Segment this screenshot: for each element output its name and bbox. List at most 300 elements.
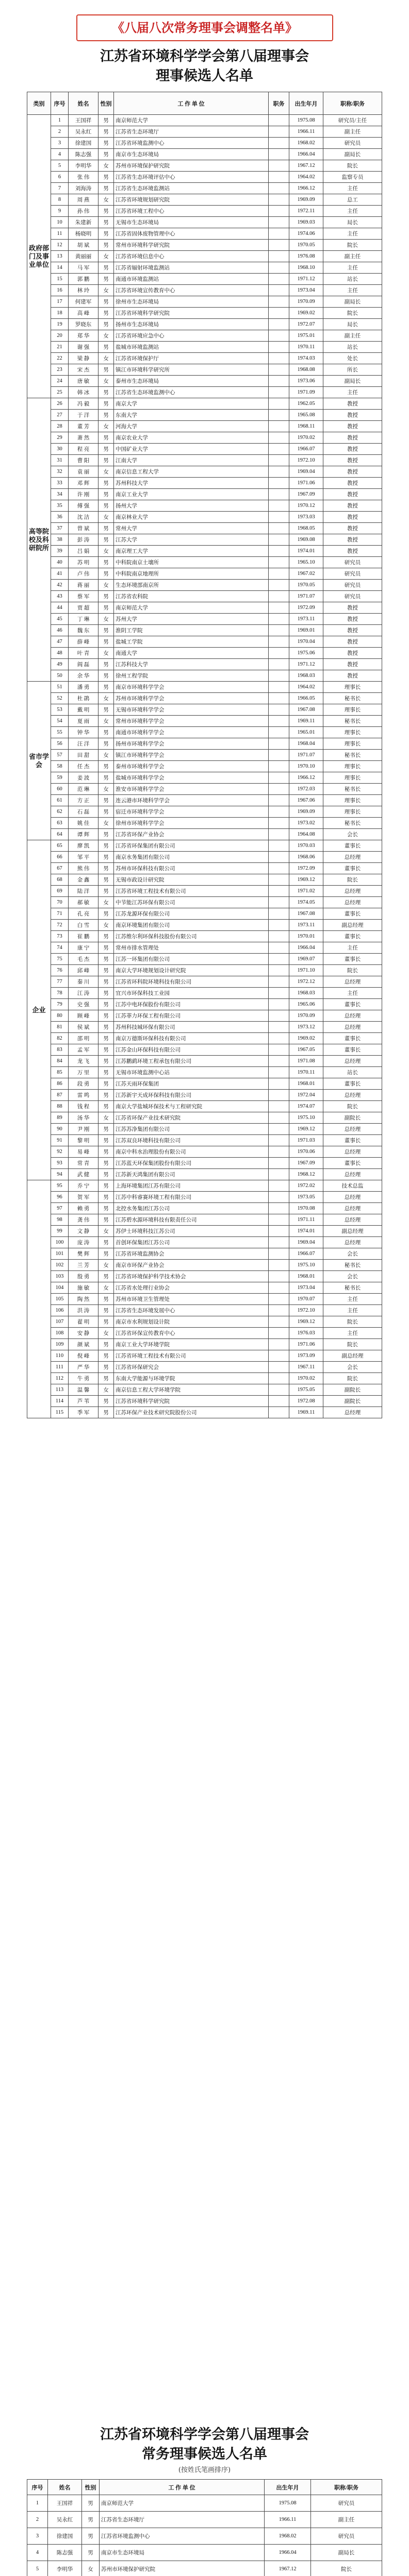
cell-gender: 女 xyxy=(99,546,114,557)
cell-title: 董事长 xyxy=(323,954,382,965)
cell-duty xyxy=(269,421,289,432)
cell-employer: 江苏省生态环境监测中心 xyxy=(114,387,269,398)
cell-name: 龚 伟 xyxy=(69,1214,99,1226)
cell-birth: 1972.09 xyxy=(289,863,323,874)
cell-birth: 1970.09 xyxy=(289,296,323,308)
cell-employer: 江苏省生态环境发展中心 xyxy=(114,1305,269,1316)
cell-title: 主任 xyxy=(323,1305,382,1316)
table-row xyxy=(27,546,382,557)
cell-gender: 女 xyxy=(99,466,114,478)
cell-gender: 男 xyxy=(99,659,114,670)
col-index: 序号 xyxy=(27,2480,48,2495)
cell-gender: 女 xyxy=(99,1112,114,1124)
table-row xyxy=(27,308,382,319)
cell-employer: 中节能江苏环保有限公司 xyxy=(114,897,269,908)
cell-birth: 1964.02 xyxy=(289,172,323,183)
table-row xyxy=(27,1124,382,1135)
cell-employer: 江苏金山环保科技有限公司 xyxy=(114,1044,269,1056)
cell-birth: 1975.10 xyxy=(289,1260,323,1271)
table-row xyxy=(27,625,382,636)
cell-employer: 江苏省环境工程技术有限公司 xyxy=(114,1350,269,1362)
cell-index: 26 xyxy=(51,398,69,410)
cell-index: 8 xyxy=(51,194,69,206)
cell-employer: 淮安市环境科学学会 xyxy=(114,784,269,795)
cell-duty xyxy=(269,546,289,557)
cell-title: 局长 xyxy=(323,217,382,228)
cell-name: 文 静 xyxy=(69,1226,99,1237)
cell-name: 罗晓东 xyxy=(69,319,99,330)
cell-name: 季 军 xyxy=(69,1407,99,1418)
cell-duty xyxy=(269,342,289,353)
cell-duty xyxy=(269,580,289,591)
cell-birth: 1973.06 xyxy=(289,376,323,387)
standing-subtitle: (按姓氏笔画排序) xyxy=(178,2466,231,2474)
table-row xyxy=(27,240,382,251)
cell-duty xyxy=(269,1203,289,1214)
cell-gender: 女 xyxy=(99,614,114,625)
cell-index: 37 xyxy=(51,523,69,534)
cell-name: 张 伟 xyxy=(69,172,99,183)
cell-title: 教授 xyxy=(323,523,382,534)
cell-employer: 江苏省生态环境厅 xyxy=(114,126,269,138)
table-row xyxy=(27,2545,382,2561)
cell-birth: 1965.01 xyxy=(289,727,323,738)
cell-title: 教授 xyxy=(323,466,382,478)
cell-index: 20 xyxy=(51,330,69,342)
table-row xyxy=(27,206,382,217)
cell-gender: 男 xyxy=(99,829,114,840)
cell-duty xyxy=(269,557,289,568)
cell-duty xyxy=(269,795,289,806)
cell-duty xyxy=(269,716,289,727)
cell-employer: 南京万德斯环保科技有限公司 xyxy=(114,1033,269,1044)
cell-employer: 江苏省环保宣传教育中心 xyxy=(114,1328,269,1339)
cell-gender: 男 xyxy=(99,1090,114,1101)
table-row xyxy=(27,296,382,308)
board-candidates-table xyxy=(27,92,382,1418)
cell-duty xyxy=(269,693,289,704)
cell-employer: 北控水务集团江苏公司 xyxy=(114,1203,269,1214)
cell-duty xyxy=(269,614,289,625)
cell-title: 主任 xyxy=(323,387,382,398)
cell-title: 董事长 xyxy=(323,908,382,920)
col-birth: 出生年月 xyxy=(289,92,323,115)
cell-employer: 南京工业大学 xyxy=(114,489,269,500)
cell-name: 殷 勇 xyxy=(69,1271,99,1282)
cell-title: 教授 xyxy=(323,512,382,523)
cell-gender: 男 xyxy=(99,840,114,852)
cell-name: 萧 然 xyxy=(69,432,99,444)
cell-duty xyxy=(269,1101,289,1112)
table-row xyxy=(27,727,382,738)
cell-employer: 江苏省环境规划研究院 xyxy=(114,194,269,206)
cell-employer: 盐城市环境监测站 xyxy=(114,342,269,353)
cell-gender: 男 xyxy=(99,1033,114,1044)
cell-birth: 1973.04 xyxy=(289,285,323,296)
table-row xyxy=(27,999,382,1010)
cell-gender: 男 xyxy=(99,1192,114,1203)
cell-index: 87 xyxy=(51,1090,69,1101)
cell-index: 39 xyxy=(51,546,69,557)
cell-name: 李明华 xyxy=(69,160,99,172)
cell-birth: 1969.01 xyxy=(289,625,323,636)
cell-birth: 1962.05 xyxy=(289,398,323,410)
cell-name: 牛 勇 xyxy=(69,1373,99,1384)
cell-index: 65 xyxy=(51,840,69,852)
cell-title: 教授 xyxy=(323,602,382,614)
cell-employer: 中科院南京土壤所 xyxy=(114,557,269,568)
table-row xyxy=(27,262,382,274)
cell-index: 3 xyxy=(27,2528,48,2545)
table-row xyxy=(27,115,382,126)
table-row xyxy=(27,750,382,761)
cell-index: 1 xyxy=(27,2495,48,2512)
cell-birth: 1968.12 xyxy=(289,1169,323,1180)
table-row xyxy=(27,478,382,489)
cell-birth: 1969.12 xyxy=(289,1316,323,1328)
cell-gender: 男 xyxy=(99,115,114,126)
cell-gender: 女 xyxy=(99,1384,114,1396)
cell-gender: 女 xyxy=(99,353,114,364)
cell-gender: 女 xyxy=(99,897,114,908)
cell-employer: 江苏省环境工程中心 xyxy=(114,206,269,217)
table-row xyxy=(27,1260,382,1271)
cell-duty xyxy=(269,659,289,670)
cell-birth: 1969.04 xyxy=(289,466,323,478)
table-row xyxy=(27,500,382,512)
cell-index: 111 xyxy=(51,1362,69,1373)
cell-gender: 男 xyxy=(99,228,114,240)
cell-birth: 1969.04 xyxy=(289,1237,323,1248)
cell-gender: 男 xyxy=(99,1339,114,1350)
cell-name: 邱 峰 xyxy=(69,965,99,976)
cell-duty xyxy=(269,138,289,149)
cell-name: 徐建国 xyxy=(48,2528,82,2545)
cell-birth: 1967.12 xyxy=(289,160,323,172)
cell-name: 江 涛 xyxy=(69,988,99,999)
cell-title: 总经理 xyxy=(323,1022,382,1033)
table-row xyxy=(27,1339,382,1350)
cell-index: 46 xyxy=(51,625,69,636)
cell-index: 29 xyxy=(51,432,69,444)
cell-duty xyxy=(269,636,289,648)
cell-title: 院长 xyxy=(323,240,382,251)
cell-title: 董事长 xyxy=(323,1044,382,1056)
cell-gender: 男 xyxy=(99,206,114,217)
cell-index: 55 xyxy=(51,727,69,738)
cell-index: 60 xyxy=(51,784,69,795)
cell-duty xyxy=(269,1214,289,1226)
cell-birth: 1971.06 xyxy=(289,1339,323,1350)
cell-employer: 苏州市环境保护研究院 xyxy=(100,2561,265,2576)
cell-name: 侯 斌 xyxy=(69,1022,99,1033)
cell-birth: 1966.07 xyxy=(289,444,323,455)
cell-employer: 南京师范大学 xyxy=(100,2495,265,2512)
cell-birth: 1968.01 xyxy=(289,1271,323,1282)
cell-title: 副局长 xyxy=(323,376,382,387)
cell-title: 副总经理 xyxy=(323,1226,382,1237)
cell-title: 主任 xyxy=(323,262,382,274)
cell-title: 总经理 xyxy=(323,1010,382,1022)
cell-employer: 江苏省环境保护厅 xyxy=(114,353,269,364)
cell-name: 董 芳 xyxy=(69,421,99,432)
cell-title: 理事长 xyxy=(323,682,382,693)
cell-index: 42 xyxy=(51,580,69,591)
cell-title: 教授 xyxy=(323,444,382,455)
cell-name: 施 敏 xyxy=(69,1282,99,1294)
cell-duty xyxy=(269,398,289,410)
cell-title: 教授 xyxy=(323,534,382,546)
cell-name: 许 刚 xyxy=(69,489,99,500)
cell-duty xyxy=(269,1169,289,1180)
cell-gender: 男 xyxy=(99,965,114,976)
cell-birth: 1972.10 xyxy=(289,455,323,466)
col-name: 姓名 xyxy=(48,2480,82,2495)
cell-title: 教授 xyxy=(323,500,382,512)
cell-gender: 男 xyxy=(99,1407,114,1418)
cell-gender: 女 xyxy=(99,285,114,296)
cell-title: 总经理 xyxy=(323,886,382,897)
cell-employer: 江苏省辐射环境监测站 xyxy=(114,262,269,274)
cell-duty xyxy=(269,772,289,784)
cell-index: 73 xyxy=(51,931,69,942)
cell-employer: 南京大学 xyxy=(114,398,269,410)
cell-gender: 女 xyxy=(99,1282,114,1294)
cell-index: 10 xyxy=(51,217,69,228)
cell-gender: 男 xyxy=(99,636,114,648)
cell-duty xyxy=(269,1112,289,1124)
cell-index: 4 xyxy=(27,2545,48,2561)
cell-index: 21 xyxy=(51,342,69,353)
cell-name: 程 亮 xyxy=(69,444,99,455)
cell-index: 75 xyxy=(51,954,69,965)
cell-birth: 1972.04 xyxy=(289,1090,323,1101)
cell-index: 64 xyxy=(51,829,69,840)
table-row xyxy=(27,682,382,693)
cell-gender: 男 xyxy=(99,1271,114,1282)
cell-birth: 1971.10 xyxy=(289,965,323,976)
cell-name: 陶 然 xyxy=(69,1294,99,1305)
cell-employer: 江苏一环集团有限公司 xyxy=(114,954,269,965)
cell-birth: 1969.07 xyxy=(289,954,323,965)
cell-title: 董事长 xyxy=(323,1158,382,1169)
cell-duty xyxy=(269,852,289,863)
cell-name: 吕 娟 xyxy=(69,546,99,557)
cell-title: 理事长 xyxy=(323,806,382,818)
cell-index: 78 xyxy=(51,988,69,999)
category-label: 企业 xyxy=(27,840,51,1180)
cell-employer: 常州大学 xyxy=(114,523,269,534)
table-row xyxy=(27,2495,382,2512)
cell-name: 薛 峰 xyxy=(69,636,99,648)
cell-index: 16 xyxy=(51,285,69,296)
cell-birth: 1970.02 xyxy=(289,432,323,444)
cell-name: 杜 鹃 xyxy=(69,693,99,704)
cell-title: 主任 xyxy=(323,1294,382,1305)
cell-name: 何建军 xyxy=(69,296,99,308)
cell-birth: 1964.08 xyxy=(289,829,323,840)
cell-title: 院长 xyxy=(323,1316,382,1328)
cell-employer: 无锡市环境科学学会 xyxy=(114,704,269,716)
cell-title: 教授 xyxy=(323,614,382,625)
cell-index: 28 xyxy=(51,421,69,432)
table-row xyxy=(27,1180,382,1192)
cell-name: 孙 伟 xyxy=(69,206,99,217)
cell-name: 谢 强 xyxy=(69,342,99,353)
cell-gender: 男 xyxy=(99,942,114,954)
cell-index: 106 xyxy=(51,1305,69,1316)
cell-title: 理事长 xyxy=(323,727,382,738)
cell-title: 研究员/主任 xyxy=(323,115,382,126)
cell-gender: 男 xyxy=(99,478,114,489)
cell-title: 站长 xyxy=(323,342,382,353)
cell-birth: 1968.03 xyxy=(289,670,323,682)
cell-name: 曹 阳 xyxy=(69,455,99,466)
cell-gender: 男 xyxy=(99,432,114,444)
cell-index: 49 xyxy=(51,659,69,670)
cell-gender: 男 xyxy=(99,1124,114,1135)
cell-name: 胡 斌 xyxy=(69,240,99,251)
cell-duty xyxy=(269,931,289,942)
cell-title: 秘书长 xyxy=(323,784,382,795)
cell-birth: 1970.08 xyxy=(289,1203,323,1214)
cell-employer: 江苏省环科院环境科技有限公司 xyxy=(114,976,269,988)
cell-index: 101 xyxy=(51,1248,69,1260)
cell-employer: 江苏省环境应急中心 xyxy=(114,330,269,342)
cell-employer: 南通大学 xyxy=(114,648,269,659)
cell-index: 62 xyxy=(51,806,69,818)
cell-title: 董事长 xyxy=(323,1033,382,1044)
cell-birth: 1965.08 xyxy=(289,410,323,421)
table-row xyxy=(27,1373,382,1384)
cell-title: 总经理 xyxy=(323,1237,382,1248)
cell-gender: 男 xyxy=(99,1056,114,1067)
cell-employer: 首创环保集团江苏公司 xyxy=(114,1237,269,1248)
cell-gender: 男 xyxy=(99,568,114,580)
cell-duty xyxy=(269,727,289,738)
cell-employer: 江苏省环境信息中心 xyxy=(114,251,269,262)
table-row xyxy=(27,523,382,534)
cell-title: 总经理 xyxy=(323,1407,382,1418)
cell-employer: 苏伊士环境科技江苏公司 xyxy=(114,1226,269,1237)
table-row xyxy=(27,852,382,863)
cell-duty xyxy=(269,806,289,818)
cell-gender: 男 xyxy=(99,908,114,920)
cell-gender: 男 xyxy=(99,999,114,1010)
cell-birth: 1968.03 xyxy=(289,988,323,999)
cell-duty xyxy=(269,285,289,296)
cell-employer: 苏州市环境科学学会 xyxy=(114,693,269,704)
cell-employer: 南通市环境监测站 xyxy=(114,274,269,285)
cell-title: 研究员 xyxy=(323,591,382,602)
cell-employer: 东南大学 xyxy=(114,410,269,421)
cell-employer: 江苏省生态环境监测站 xyxy=(114,183,269,194)
cell-employer: 南京市环保产业协会 xyxy=(114,1260,269,1271)
cell-name: 马 军 xyxy=(69,262,99,274)
cell-gender: 女 xyxy=(99,784,114,795)
cell-birth: 1973.12 xyxy=(289,1022,323,1033)
cell-title: 处长 xyxy=(323,353,382,364)
cell-birth: 1964.02 xyxy=(289,682,323,693)
cell-name: 蔡 军 xyxy=(69,591,99,602)
cell-index: 50 xyxy=(51,670,69,682)
cell-index: 107 xyxy=(51,1316,69,1328)
cell-birth: 1967.02 xyxy=(289,568,323,580)
cell-employer: 中科院南京地理所 xyxy=(114,568,269,580)
cell-title: 院长 xyxy=(323,1339,382,1350)
cell-title: 副总经理 xyxy=(323,1350,382,1362)
cell-birth: 1968.01 xyxy=(289,1078,323,1090)
cell-employer: 南京工业大学环境学院 xyxy=(114,1339,269,1350)
cell-gender: 男 xyxy=(99,262,114,274)
cell-birth: 1966.11 xyxy=(265,2512,311,2528)
cell-gender: 女 xyxy=(99,1260,114,1271)
cell-title: 会长 xyxy=(323,1362,382,1373)
cell-name: 李明华 xyxy=(48,2561,82,2576)
cell-employer: 南京市环境科学学会 xyxy=(114,682,269,693)
adjustment-title: 《八届八次常务理事会调整名单》 xyxy=(76,14,333,41)
cell-birth: 1970.09 xyxy=(289,1010,323,1022)
cell-employer: 常州市排水管理处 xyxy=(114,942,269,954)
table-row xyxy=(27,330,382,342)
cell-name: 郑 华 xyxy=(69,330,99,342)
cell-title: 秘书长 xyxy=(323,716,382,727)
cell-title: 教授 xyxy=(323,410,382,421)
cell-duty xyxy=(269,818,289,829)
cell-employer: 江苏省环境宣传教育中心 xyxy=(114,285,269,296)
cell-name: 汤 华 xyxy=(69,1112,99,1124)
cell-gender: 男 xyxy=(99,1180,114,1192)
cell-gender: 男 xyxy=(99,557,114,568)
cell-index: 34 xyxy=(51,489,69,500)
cell-employer: 镇江市环境科学学会 xyxy=(114,750,269,761)
cell-employer: 盐城市环境科学学会 xyxy=(114,772,269,784)
cell-employer: 江苏环保产业技术研究院股份公司 xyxy=(114,1407,269,1418)
cell-birth: 1975.05 xyxy=(289,1384,323,1396)
cell-gender: 男 xyxy=(99,387,114,398)
cell-gender: 男 xyxy=(99,976,114,988)
cell-title: 院长 xyxy=(323,1101,382,1112)
cell-duty xyxy=(269,1226,289,1237)
cell-gender: 男 xyxy=(99,806,114,818)
cell-index: 33 xyxy=(51,478,69,489)
cell-birth: 1974.05 xyxy=(289,897,323,908)
cell-employer: 江苏科技大学 xyxy=(114,659,269,670)
cell-birth: 1971.06 xyxy=(289,478,323,489)
cell-duty xyxy=(269,1192,289,1203)
cell-employer: 扬州市环境科学学会 xyxy=(114,738,269,750)
cell-name: 曾 斌 xyxy=(69,523,99,534)
cell-index: 110 xyxy=(51,1350,69,1362)
cell-duty xyxy=(269,206,289,217)
cell-gender: 男 xyxy=(99,795,114,806)
cell-name: 龙 飞 xyxy=(69,1056,99,1067)
table-row xyxy=(27,251,382,262)
cell-gender: 男 xyxy=(99,1158,114,1169)
cell-gender: 男 xyxy=(99,1067,114,1078)
cell-duty xyxy=(269,965,289,976)
cell-name: 范 琳 xyxy=(69,784,99,795)
table-row xyxy=(27,1078,382,1090)
table-row xyxy=(27,1169,382,1180)
table-row xyxy=(27,1282,382,1294)
table-row xyxy=(27,1112,382,1124)
cell-gender: 男 xyxy=(99,1316,114,1328)
cell-duty xyxy=(269,682,289,693)
cell-gender: 女 xyxy=(99,1328,114,1339)
cell-title: 技术总监 xyxy=(323,1180,382,1192)
cell-employer: 无锡市政设计研究院 xyxy=(114,874,269,886)
